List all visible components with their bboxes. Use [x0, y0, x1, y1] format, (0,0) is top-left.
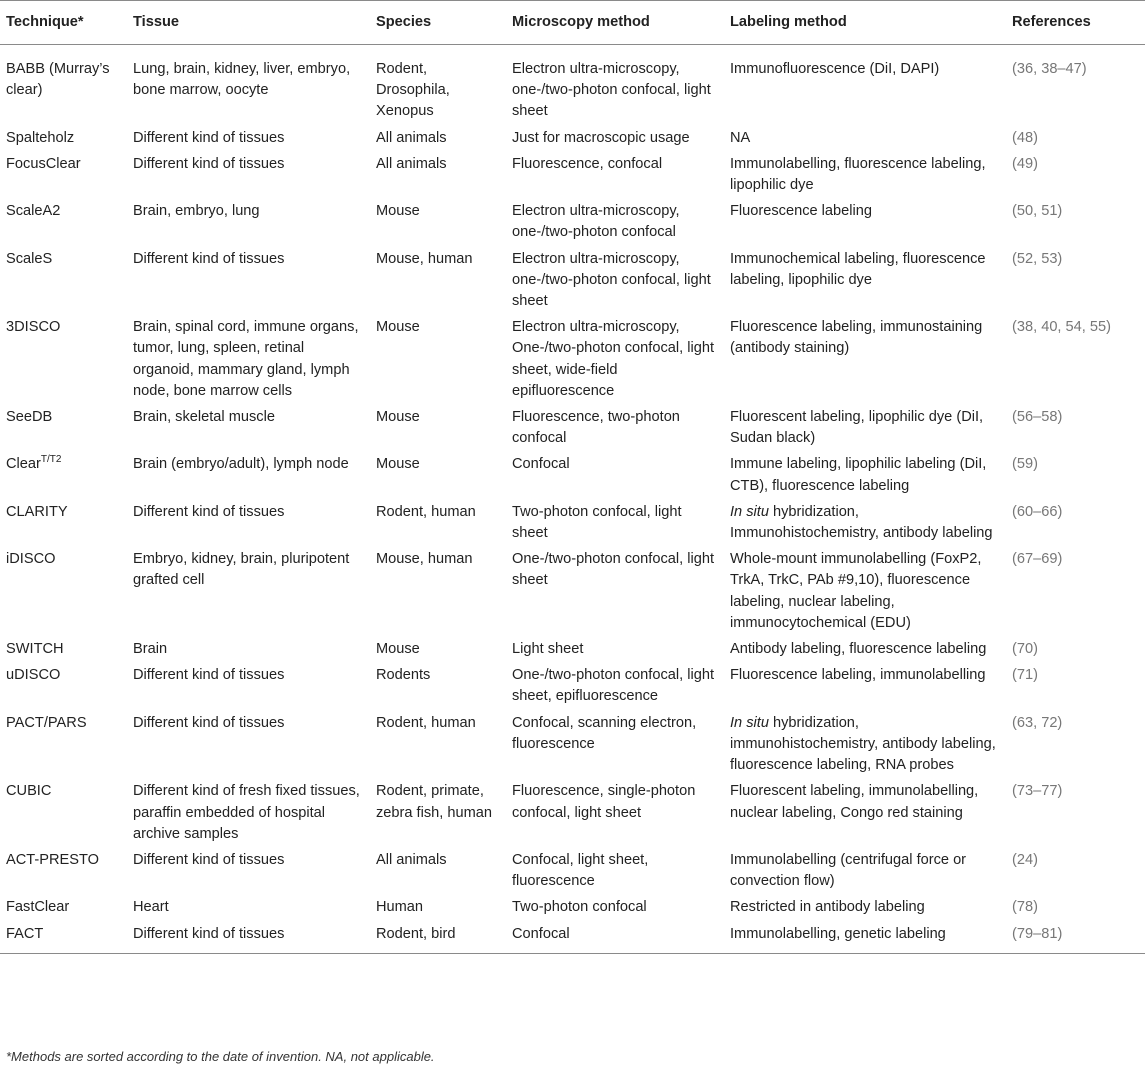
- cell-species: Rodent, bird: [370, 924, 506, 954]
- cell-tissue: Different kind of fresh fixed tissues, paraffin embedded of hospital archive samples: [133, 783, 360, 842]
- table-row: [0, 924, 1145, 954]
- cell-labeling: [724, 665, 1006, 712]
- cell-technique: [0, 713, 127, 782]
- cell-microscopy: Electron ultra-microscopy, One-/two-photon confocal, light sheet, wide-field epifluorescence: [512, 319, 714, 399]
- cell-technique: [0, 454, 127, 501]
- table-row: [0, 317, 1145, 407]
- labeling-text: NA: [730, 129, 751, 146]
- reference-link[interactable]: (70): [1012, 641, 1038, 658]
- reference-link[interactable]: (49): [1012, 155, 1038, 172]
- labeling-italic-prefix: In situ: [730, 714, 769, 731]
- cell-species: Rodents: [376, 667, 431, 684]
- cell-labeling: [724, 454, 1006, 501]
- cell-technique: [0, 897, 127, 923]
- cell-microscopy: Fluorescence, two-photon confocal: [512, 409, 680, 447]
- cell-species: All animals: [376, 851, 447, 868]
- technique-name: Spalteholz: [6, 129, 75, 146]
- reference-link[interactable]: (67–69): [1012, 551, 1063, 568]
- reference-link[interactable]: (63, 72): [1012, 714, 1063, 731]
- cell-microscopy: Electron ultra-microscopy, one-/two-photon confocal, light sheet: [512, 61, 711, 120]
- cell-technique: [0, 128, 127, 154]
- table-row: [0, 897, 1145, 923]
- header-technique: Technique*: [0, 1, 127, 45]
- cell-tissue: Embryo, kidney, brain, pluripotent grafted cell: [133, 551, 350, 589]
- cell-tissue: Brain: [133, 641, 168, 658]
- cell-labeling: [724, 639, 1006, 665]
- cell-technique: [0, 549, 127, 639]
- header-references: References: [1006, 1, 1145, 45]
- cell-labeling: [724, 713, 1006, 782]
- cell-tissue: Different kind of tissues: [133, 503, 285, 520]
- cell-microscopy: Fluorescence, single-photon confocal, light sheet: [512, 783, 696, 821]
- reference-link[interactable]: (60–66): [1012, 503, 1063, 520]
- labeling-text: Fluorescent labeling, lipophilic dye (DiI, Sudan black): [730, 409, 984, 447]
- cell-technique: [0, 850, 127, 897]
- technique-name: CLARITY: [6, 503, 68, 520]
- reference-link[interactable]: (38, 40, 54, 55): [1012, 319, 1111, 336]
- technique-name: SeeDB: [6, 409, 53, 426]
- reference-link[interactable]: (24): [1012, 851, 1038, 868]
- technique-name: ScaleS: [6, 250, 53, 267]
- cell-technique: [0, 407, 127, 454]
- cell-microscopy: One-/two-photon confocal, light sheet, epifluorescence: [512, 667, 714, 705]
- table-row: [0, 454, 1145, 501]
- cell-references: [1006, 781, 1145, 850]
- header-tissue: Tissue: [127, 1, 370, 45]
- cell-technique: [0, 317, 127, 407]
- table-row: [0, 201, 1145, 248]
- labeling-text: Fluorescence labeling, immunolabelling: [730, 667, 986, 684]
- reference-link[interactable]: (71): [1012, 667, 1038, 684]
- cell-labeling: [724, 317, 1006, 407]
- cell-labeling: [724, 45, 1006, 128]
- cell-technique: [0, 154, 127, 201]
- reference-link[interactable]: (59): [1012, 456, 1038, 473]
- cell-species: Mouse: [376, 203, 420, 220]
- cell-labeling: [724, 201, 1006, 248]
- cell-species: Mouse: [376, 319, 420, 336]
- cell-references: [1006, 850, 1145, 897]
- cell-references: [1006, 201, 1145, 248]
- reference-link[interactable]: (79–81): [1012, 925, 1063, 942]
- cell-tissue: Different kind of tissues: [133, 129, 285, 146]
- cell-references: [1006, 549, 1145, 639]
- table-row: [0, 407, 1145, 454]
- reference-link[interactable]: (48): [1012, 129, 1038, 146]
- reference-link[interactable]: (56–58): [1012, 409, 1063, 426]
- cell-references: [1006, 128, 1145, 154]
- cell-microscopy: One-/two-photon confocal, light sheet: [512, 551, 714, 589]
- technique-name: FACT: [6, 925, 44, 942]
- cell-tissue: Different kind of tissues: [133, 155, 285, 172]
- table-row: [0, 713, 1145, 782]
- cell-technique: [0, 924, 127, 954]
- technique-name: ACT-PRESTO: [6, 851, 99, 868]
- table-row: [0, 850, 1145, 897]
- cell-tissue: Different kind of tissues: [133, 851, 285, 868]
- header-labeling: Labeling method: [724, 1, 1006, 45]
- cell-technique: [0, 781, 127, 850]
- cell-labeling: [724, 128, 1006, 154]
- cell-species: Mouse: [376, 641, 420, 658]
- labeling-text: Fluorescent labeling, immunolabelling, nuclear labeling, Congo red staining: [730, 783, 979, 821]
- cell-tissue: Lung, brain, kidney, liver, embryo, bone marrow, oocyte: [133, 61, 351, 99]
- table-row: [0, 154, 1145, 201]
- cell-species: Mouse: [376, 409, 420, 426]
- table-row: [0, 549, 1145, 639]
- cell-labeling: [724, 924, 1006, 954]
- cell-microscopy: Fluorescence, confocal: [512, 155, 663, 172]
- cell-species: All animals: [376, 129, 447, 146]
- cell-tissue: Different kind of tissues: [133, 250, 285, 267]
- technique-name: Clear: [6, 456, 41, 473]
- cell-references: [1006, 454, 1145, 501]
- cell-references: [1006, 317, 1145, 407]
- cell-species: Mouse, human: [376, 250, 473, 267]
- technique-name: ScaleA2: [6, 203, 61, 220]
- cell-references: [1006, 639, 1145, 665]
- cell-labeling: [724, 850, 1006, 897]
- cell-species: Rodent, human: [376, 503, 476, 520]
- cell-references: [1006, 45, 1145, 128]
- cell-microscopy: Two-photon confocal: [512, 899, 647, 916]
- technique-superscript: T/T2: [40, 454, 62, 466]
- cell-references: [1006, 502, 1145, 549]
- header-microscopy: Microscopy method: [506, 1, 724, 45]
- technique-name: SWITCH: [6, 641, 64, 658]
- cell-tissue: Different kind of tissues: [133, 667, 285, 684]
- table-footnote: *Methods are sorted according to the date of invention. NA, not applicable.: [6, 1049, 435, 1064]
- cell-labeling: [724, 502, 1006, 549]
- cell-microscopy: Just for macroscopic usage: [512, 129, 690, 146]
- labeling-text: Immunofluorescence (DiI, DAPI): [730, 61, 940, 77]
- cell-microscopy: Confocal, light sheet, fluorescence: [512, 851, 649, 890]
- table-row: [0, 502, 1145, 549]
- cell-technique: [0, 45, 127, 128]
- technique-name: 3DISCO: [6, 319, 61, 336]
- cell-references: [1006, 924, 1145, 954]
- cell-tissue: Brain (embryo/adult), lymph node: [133, 456, 349, 473]
- cell-technique: [0, 665, 127, 712]
- technique-name: uDISCO: [6, 667, 61, 684]
- labeling-text: Immunolabelling (centrifugal force or convection flow): [730, 851, 967, 890]
- cell-species: Rodent, human: [376, 714, 476, 731]
- cell-references: [1006, 407, 1145, 454]
- cell-tissue: Brain, embryo, lung: [133, 203, 260, 220]
- reference-link[interactable]: (52, 53): [1012, 250, 1063, 267]
- cell-labeling: [724, 249, 1006, 318]
- cell-labeling: [724, 897, 1006, 923]
- cell-species: Rodent, Drosophila, Xenopus: [376, 61, 450, 120]
- cell-species: All animals: [376, 155, 447, 172]
- technique-name: PACT/PARS: [6, 714, 87, 731]
- cell-labeling: [724, 549, 1006, 639]
- table-row: [0, 45, 1145, 128]
- cell-technique: [0, 639, 127, 665]
- table-row: [0, 781, 1145, 850]
- cell-tissue: Heart: [133, 899, 169, 916]
- cell-technique: [0, 201, 127, 248]
- reference-link[interactable]: (36, 38–47): [1012, 61, 1087, 77]
- labeling-text: Immune labeling, lipophilic labeling (DiI, CTB), fluorescence labeling: [730, 456, 987, 494]
- cell-labeling: [724, 407, 1006, 454]
- labeling-text: Restricted in antibody labeling: [730, 899, 925, 916]
- cell-microscopy: Two-photon confocal, light sheet: [512, 503, 682, 542]
- labeling-text: Fluorescence labeling: [730, 203, 872, 220]
- cell-species: Mouse: [376, 456, 420, 473]
- table-header: [0, 1, 1145, 45]
- labeling-text: Fluorescence labeling, immunostaining (antibody staining): [730, 319, 983, 357]
- labeling-text: Immunolabelling, genetic labeling: [730, 925, 946, 942]
- reference-link[interactable]: (78): [1012, 899, 1038, 916]
- reference-link[interactable]: (73–77): [1012, 783, 1063, 800]
- labeling-text: hybridization, immunohistochemistry, antibody labeling, fluorescence labeling, RNA probes: [730, 714, 996, 774]
- cell-references: [1006, 665, 1145, 712]
- cell-tissue: Brain, spinal cord, immune organs, tumor, lung, spleen, retinal organoid, mammary gland, lymph node, bone marrow cells: [133, 319, 359, 399]
- cell-microscopy: Confocal: [512, 456, 570, 473]
- cell-tissue: Different kind of tissues: [133, 714, 285, 731]
- table-row: [0, 665, 1145, 712]
- table-body: [0, 45, 1145, 954]
- cell-microscopy: Confocal: [506, 924, 724, 954]
- table-row: [0, 639, 1145, 665]
- cell-microscopy: Light sheet: [512, 641, 584, 658]
- cell-tissue: Different kind of tissues: [127, 924, 370, 954]
- labeling-text: Immunochemical labeling, fluorescence labeling, lipophilic dye: [730, 250, 986, 288]
- header-species: Species: [370, 1, 506, 45]
- cell-tissue: Brain, skeletal muscle: [133, 409, 275, 426]
- technique-name: iDISCO: [6, 551, 56, 568]
- table-row: [0, 249, 1145, 318]
- cell-references: [1006, 713, 1145, 782]
- reference-link[interactable]: (50, 51): [1012, 203, 1063, 220]
- technique-name: CUBIC: [6, 783, 52, 800]
- cell-references: [1006, 154, 1145, 201]
- labeling-italic-prefix: In situ: [730, 503, 769, 520]
- cell-references: [1006, 897, 1145, 923]
- cell-references: [1006, 249, 1145, 318]
- header-row: [0, 1, 1145, 45]
- cell-technique: [0, 249, 127, 318]
- cell-microscopy: Confocal, scanning electron, fluorescence: [512, 714, 697, 752]
- labeling-text: Antibody labeling, fluorescence labeling: [730, 641, 987, 658]
- cell-species: Mouse, human: [376, 551, 473, 568]
- labeling-text: Immunolabelling, fluorescence labeling, lipophilic dye: [730, 155, 986, 194]
- labeling-text: Whole-mount immunolabelling (FoxP2, TrkA, TrkC, PAb #9,10), fluorescence labeling, nuclear labeling, immunocytochemical (EDU): [730, 551, 982, 631]
- technique-name: BABB (Murray’s clear): [6, 61, 110, 99]
- cell-microscopy: Electron ultra-microscopy, one-/two-photon confocal, light sheet: [512, 250, 711, 310]
- cell-species: Human: [376, 899, 424, 916]
- cell-technique: [0, 502, 127, 549]
- cell-microscopy: Electron ultra-microscopy, one-/two-photon confocal: [512, 203, 680, 241]
- cell-labeling: [724, 781, 1006, 850]
- table-row: [0, 128, 1145, 154]
- labeling-text: hybridization, Immunohistochemistry, antibody labeling: [730, 503, 993, 542]
- cell-labeling: [724, 154, 1006, 201]
- technique-name: FocusClear: [6, 155, 81, 172]
- cell-species: Rodent, primate, zebra fish, human: [376, 783, 493, 821]
- technique-name: FastClear: [6, 899, 70, 916]
